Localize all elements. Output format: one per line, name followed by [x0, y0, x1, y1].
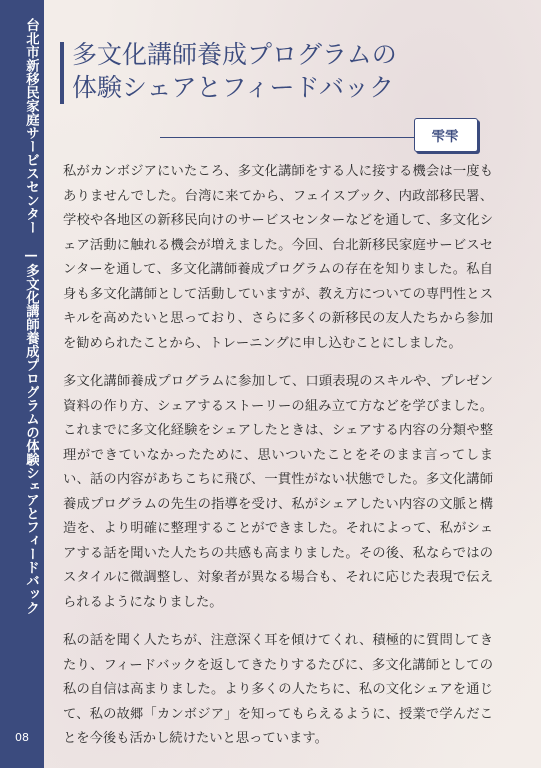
title-line-2: 体験シェアとフィードバック	[72, 73, 395, 102]
paragraph-3: 私の話を聞く人たちが、注意深く耳を傾けてくれ、積極的に質問してきたり、フィードバックを返してきたりするたびに、多文化講師としての私の自信は高まりました。より多くの人たちに、私の文化シェアを通じて、私の故郷「カンボジア」を知ってもらえるように、授業で学んだことを今後も活かし続けたいと思っています。	[63, 633, 493, 746]
article-body	[63, 160, 493, 766]
title-accent-bar	[60, 42, 64, 104]
sidebar-title: 台北市新移民家庭サービスセンター —多文化講師養成プログラムの体験シェアとフィードバック	[23, 18, 39, 615]
paragraph-1: 私がカンボジアにいたころ、多文化講師をする人に接する機会は一度もありませんでした。台湾に来てから、フェイスブック、内政部移民署、学校や各地区の新移民向けのサービスセンターなどを通して、多文化シェア活動に触れる機会が増えました。今回、台北新移民家庭サービスセンターを通して、多文化講師養成プログラムの存在を知りました。私自身も多文化講師として活動していますが、教え方についての専門性とスキルを高めたいと思っており、さらに多くの新移民の友人たちから参加を勧められたことから、トレーニングに申し込むことにしました。	[63, 164, 493, 351]
author-name: 雫雫	[431, 129, 459, 145]
page-title	[72, 38, 492, 104]
page-number: 08	[15, 731, 29, 744]
title-line-1: 多文化講師養成プログラムの	[72, 40, 397, 69]
paragraph-2: 多文化講師養成プログラムに参加して、口頭表現のスキルや、プレゼン資料の作り方、シェアするストーリーの組み立て方などを学びました。これまでに多文化経験をシェアしたときは、シェアする内容の分類や整理ができていなかったために、思いついたことをそのまま言ってしまい、話の内容があちこちに飛び、一貫性がない状態でした。多文化講師養成プログラムの先生の指導を受け、私がシェアしたい内容の文脈と構造を、より明確に整理することができました。それによって、私がシェアする話を聞いた人たちの共感も高まりました。その後、私ならではのスタイルに微調整し、対象者が異なる場合も、それに応じた表現で伝えられるようになりました。	[63, 374, 493, 610]
sidebar	[0, 0, 44, 768]
author-divider	[160, 137, 426, 138]
